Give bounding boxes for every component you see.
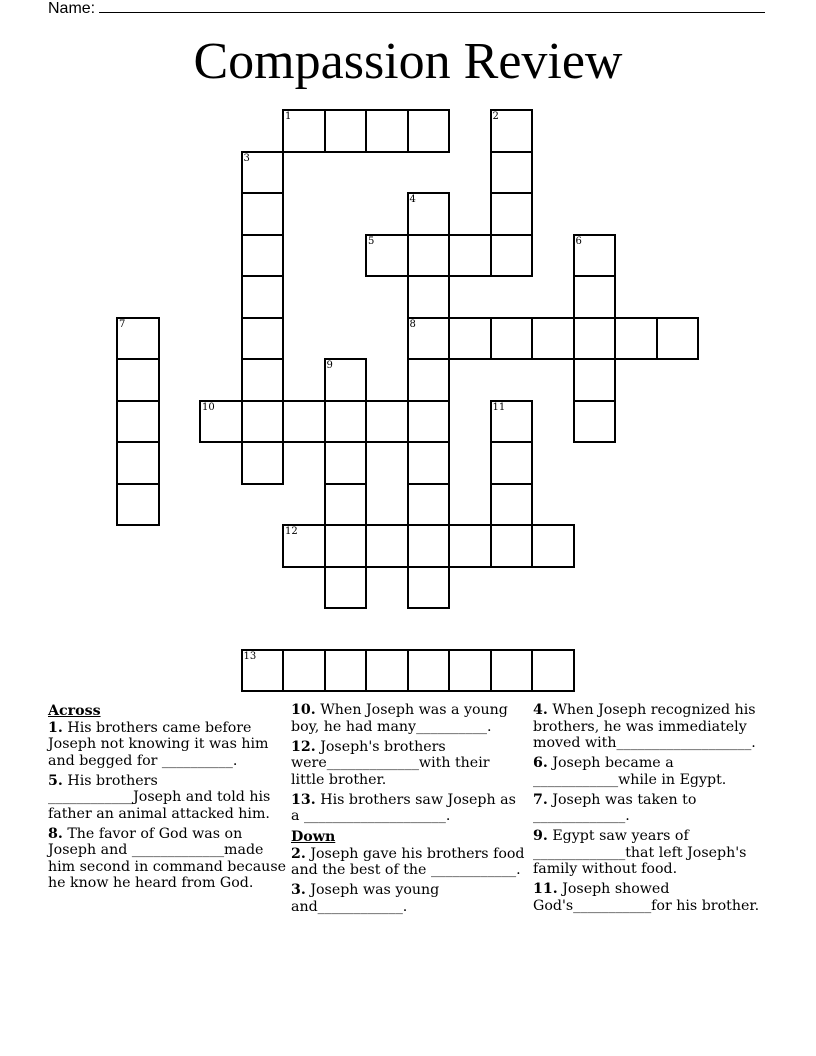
clue-number: 4. [533, 702, 548, 718]
clue-text: When Joseph was a young boy, he had many__________. [291, 702, 508, 735]
crossword-cell[interactable] [531, 317, 575, 361]
page-title: Compassion Review [193, 33, 623, 90]
crossword-cell[interactable] [365, 524, 409, 568]
crossword-cell[interactable] [490, 400, 534, 444]
clues-column-1 [48, 702, 286, 895]
clue-number: 9. [533, 828, 548, 844]
down-heading: Down [291, 829, 336, 845]
cell-number: 12 [285, 526, 298, 537]
cell-number: 6 [575, 235, 582, 247]
clue-number: 13. [291, 791, 316, 808]
crossword-cell[interactable] [490, 483, 534, 527]
crossword-cell[interactable] [241, 275, 285, 319]
crossword-cell[interactable] [241, 358, 285, 402]
crossword-cell[interactable] [324, 441, 368, 485]
crossword-cell[interactable] [407, 317, 451, 361]
crossword-cell[interactable] [490, 192, 534, 236]
crossword-cell[interactable] [282, 109, 326, 153]
clue-across-12 [291, 739, 527, 789]
clue-across-8 [48, 826, 286, 892]
clue-text: The favor of God was on Joseph and _____________made him second in command because he know he heard from God. [48, 825, 286, 891]
crossword-cell[interactable] [407, 358, 451, 402]
crossword-cell[interactable] [573, 234, 617, 278]
crossword-cell[interactable] [448, 649, 492, 693]
crossword-cell[interactable] [656, 317, 700, 361]
crossword-cell[interactable] [365, 109, 409, 153]
clue-number: 1. [48, 719, 63, 736]
crossword-cell[interactable] [490, 234, 534, 278]
crossword-cell[interactable] [241, 234, 285, 278]
clue-down-11 [533, 881, 769, 914]
clue-down-6 [533, 755, 769, 788]
clue-number: 2. [291, 845, 306, 862]
clue-text: His brothers saw Joseph as a ____________________. [291, 791, 516, 824]
crossword-cell[interactable] [407, 441, 451, 485]
clue-text: Egypt saw years of _____________that left Joseph's family without food. [533, 828, 747, 877]
clue-text: When Joseph recognized his brothers, he was immediately moved with___________________. [533, 702, 756, 751]
clue-down-9 [533, 828, 769, 878]
crossword-cell[interactable] [282, 524, 326, 568]
clue-text: Joseph was taken to _____________. [533, 791, 697, 824]
crossword-cell[interactable] [573, 317, 617, 361]
crossword-cell[interactable] [116, 358, 160, 402]
crossword-cell[interactable] [490, 151, 534, 195]
crossword-cell[interactable] [448, 234, 492, 278]
crossword-cell[interactable] [407, 109, 451, 153]
crossword-cell[interactable] [490, 109, 534, 153]
crossword-cell[interactable] [241, 441, 285, 485]
crossword-cell[interactable] [199, 400, 243, 444]
clue-number: 3. [291, 882, 306, 898]
crossword-cell[interactable] [531, 524, 575, 568]
crossword-cell[interactable] [365, 649, 409, 693]
cell-number: 4 [409, 194, 416, 205]
clue-number: 5. [48, 772, 63, 789]
cell-number: 5 [368, 235, 375, 247]
cell-number: 1 [285, 111, 292, 122]
crossword-cell[interactable] [324, 649, 368, 693]
crossword-cell[interactable] [531, 649, 575, 693]
cell-number: 3 [243, 152, 250, 164]
crossword-cell[interactable] [324, 524, 368, 568]
cell-number: 13 [243, 650, 257, 662]
clue-down-7 [533, 792, 769, 825]
crossword-cell[interactable] [490, 649, 534, 693]
clue-number: 11. [533, 881, 558, 897]
clue-text: Joseph was young and____________. [291, 882, 440, 915]
crossword-cell[interactable] [116, 317, 160, 361]
crossword-cell[interactable] [573, 358, 617, 402]
crossword-cell[interactable] [241, 400, 285, 444]
clue-text: Joseph's brothers were_____________with their little brother. [291, 738, 490, 788]
crossword-cell[interactable] [407, 400, 451, 444]
clue-number: 6. [533, 755, 548, 771]
clue-number: 10. [291, 702, 316, 718]
crossword-cell[interactable] [407, 192, 451, 236]
crossword-cell[interactable] [407, 275, 451, 319]
crossword-cell[interactable] [116, 441, 160, 485]
clue-text: Joseph gave his brothers food and the best of the ____________. [291, 845, 525, 878]
crossword-cell[interactable] [407, 649, 451, 693]
cell-number: 11 [492, 401, 506, 413]
clues-column-3 [533, 702, 769, 918]
crossword-cell[interactable] [407, 234, 451, 278]
cell-number: 9 [326, 360, 333, 371]
crossword-cell[interactable] [282, 400, 326, 444]
crossword-cell[interactable] [490, 524, 534, 568]
clue-text: His brothers ____________Joseph and told his father an animal attacked him. [48, 772, 271, 822]
clue-number: 7. [533, 791, 548, 808]
clue-across-13 [291, 792, 527, 825]
crossword-cell[interactable] [116, 400, 160, 444]
cell-number: 2 [492, 111, 499, 122]
cell-number: 10 [202, 401, 215, 413]
name-label: Name: [48, 0, 96, 17]
crossword-cell[interactable] [573, 275, 617, 319]
clues-column-2 [291, 702, 527, 919]
crossword-cell[interactable] [324, 358, 368, 402]
crossword-cell[interactable] [365, 234, 409, 278]
clue-down-2 [291, 846, 527, 879]
crossword-cell[interactable] [241, 317, 285, 361]
crossword-cell[interactable] [116, 483, 160, 527]
crossword-cell[interactable] [324, 400, 368, 444]
crossword-cell[interactable] [324, 566, 368, 610]
clue-text: Joseph showed God's___________for his brother. [533, 881, 760, 914]
crossword-cell[interactable] [448, 524, 492, 568]
crossword-cell[interactable] [324, 109, 368, 153]
cell-number: 7 [119, 318, 126, 330]
cell-number: 8 [409, 318, 416, 330]
crossword-cell[interactable] [241, 649, 285, 693]
crossword-cell[interactable] [241, 192, 285, 236]
crossword-cell[interactable] [407, 483, 451, 527]
crossword-cell[interactable] [407, 566, 451, 610]
crossword-cell[interactable] [365, 400, 409, 444]
crossword-cell[interactable] [573, 400, 617, 444]
clue-text: Joseph became a ____________while in Egypt. [533, 755, 727, 788]
crossword-cell[interactable] [282, 649, 326, 693]
crossword-cell[interactable] [407, 524, 451, 568]
crossword-cell[interactable] [448, 317, 492, 361]
clue-number: 8. [48, 825, 63, 842]
crossword-cell[interactable] [490, 317, 534, 361]
across-heading: Across [48, 703, 101, 719]
crossword-cell[interactable] [490, 441, 534, 485]
crossword-cell[interactable] [241, 151, 285, 195]
clue-down-3 [291, 882, 527, 915]
clue-across-5 [48, 773, 286, 823]
crossword-cell[interactable] [614, 317, 658, 361]
clue-number: 12. [291, 738, 316, 755]
clue-across-10 [291, 702, 527, 735]
crossword-cell[interactable] [324, 483, 368, 527]
clue-across-1 [48, 720, 286, 770]
clue-down-4 [533, 702, 769, 752]
clue-text: His brothers came before Joseph not knowing it was him and begged for __________. [48, 719, 269, 769]
